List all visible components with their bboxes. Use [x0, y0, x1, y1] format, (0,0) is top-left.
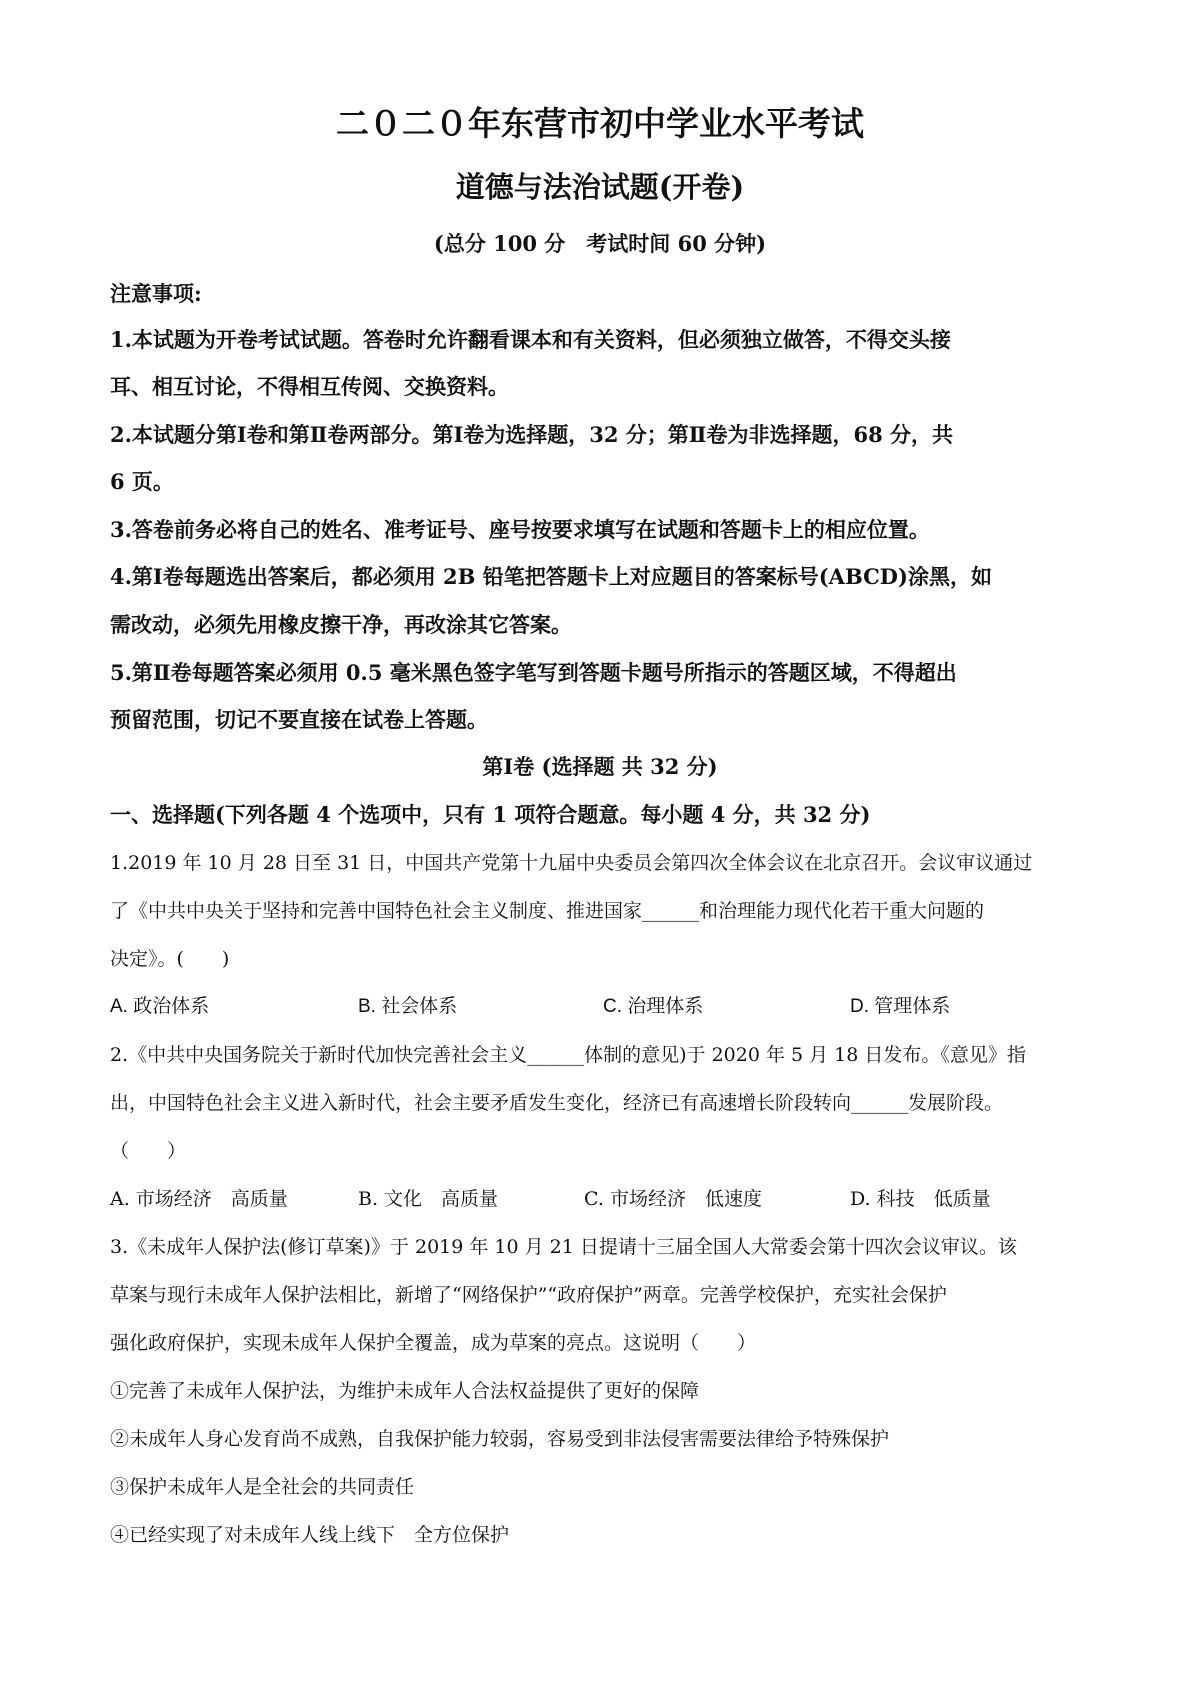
- notice-line: 6 页。: [110, 469, 174, 494]
- question-2-line: （ ）: [110, 1140, 187, 1162]
- question-1-line: 决定》。( ): [110, 948, 230, 970]
- question-3-statement: ④已经实现了对未成年人线上线下 全方位保护: [110, 1524, 510, 1546]
- question-1-option-a: A. 政治体系: [110, 996, 210, 1017]
- question-3-statement: ③保护未成年人是全社会的共同责任: [110, 1476, 415, 1498]
- exam-title: 二０二０年东营市初中学业水平考试: [336, 104, 864, 143]
- question-2-option-c: C. 市场经济 低速度: [584, 1188, 762, 1210]
- notice-line: 耳、相互讨论，不得相互传阅、交换资料。: [110, 374, 509, 399]
- question-2-option-a: A. 市场经济 高质量: [110, 1188, 288, 1210]
- part1-title: 第Ⅰ卷 (选择题 共 32 分): [482, 754, 718, 779]
- question-2-line: 出，中国特色社会主义进入新时代，社会主要矛盾发生变化，经济已有高速增长阶段转向______发展阶段。: [110, 1092, 1004, 1114]
- notice-line: 2.本试题分第Ⅰ卷和第Ⅱ卷两部分。第Ⅰ卷为选择题，32 分；第Ⅱ卷为非选择题，68 分，共: [110, 422, 954, 447]
- notice-line: 预留范围，切记不要直接在试卷上答题。: [110, 707, 488, 732]
- question-1-option-d: D. 管理体系: [850, 996, 951, 1017]
- notice-line: 3.答卷前务必将自己的姓名、准考证号、座号按要求填写在试题和答题卡上的相应位置。: [110, 517, 930, 542]
- question-1-line: 1.2019 年 10 月 28 日至 31 日，中国共产党第十九届中央委员会第四次全体会议在北京召开。会议审议通过: [110, 852, 1033, 874]
- question-2-line: 2.《中共中央国务院关于新时代加快完善社会主义______体制的意见)于 2020 年 5 月 18 日发布。《意见》指: [110, 1044, 1026, 1066]
- question-3-line: 3.《未成年人保护法(修订草案)》于 2019 年 10 月 21 日提请十三届全国人大常委会第十四次会议审议。该: [110, 1236, 1017, 1258]
- question-2-option-b: B. 文化 高质量: [358, 1188, 499, 1210]
- exam-meta: (总分 100 分 考试时间 60 分钟): [433, 231, 767, 256]
- notice-line: 需改动，必须先用橡皮擦干净，再改涂其它答案。: [110, 612, 572, 637]
- exam-subtitle: 道德与法治试题(开卷): [455, 170, 745, 204]
- question-3-statement: ①完善了未成年人保护法，为维护未成年人合法权益提供了更好的保障: [110, 1380, 700, 1402]
- question-3-line: 草案与现行未成年人保护法相比，新增了“网络保护”“政府保护”两章。完善学校保护，充实社会保护: [110, 1284, 947, 1306]
- question-1-line: 了《中共中央关于坚持和完善中国特色社会主义制度、推进国家______和治理能力现代化若干重大问题的: [110, 900, 985, 922]
- notice-line: 4.第Ⅰ卷每题选出答案后，都必须用 2B 铅笔把答题卡上对应题目的答案标号(ABCD)涂黑，如: [110, 564, 992, 589]
- question-3-line: 强化政府保护，实现未成年人保护全覆盖，成为草案的亮点。这说明（ ）: [110, 1332, 757, 1354]
- question-2-option-d: D. 科技 低质量: [850, 1188, 991, 1210]
- question-1-option-b: B. 社会体系: [358, 996, 458, 1017]
- section-heading: 一、选择题(下列各题 4 个选项中，只有 1 项符合题意。每小题 4 分，共 32 分): [110, 802, 871, 827]
- question-1-option-c: C. 治理体系: [603, 996, 704, 1017]
- question-3-statement: ②未成年人身心发育尚不成熟，自我保护能力较弱，容易受到非法侵害需要法律给予特殊保护: [110, 1428, 890, 1450]
- notice-line: 1.本试题为开卷考试试题。答卷时允许翻看课本和有关资料，但必须独立做答，不得交头接: [110, 327, 951, 352]
- notice-line: 5.第Ⅱ卷每题答案必须用 0.5 毫米黑色签字笔写到答题卡题号所指示的答题区域，不得超出: [110, 660, 957, 685]
- notice-heading: 注意事项:: [110, 281, 202, 306]
